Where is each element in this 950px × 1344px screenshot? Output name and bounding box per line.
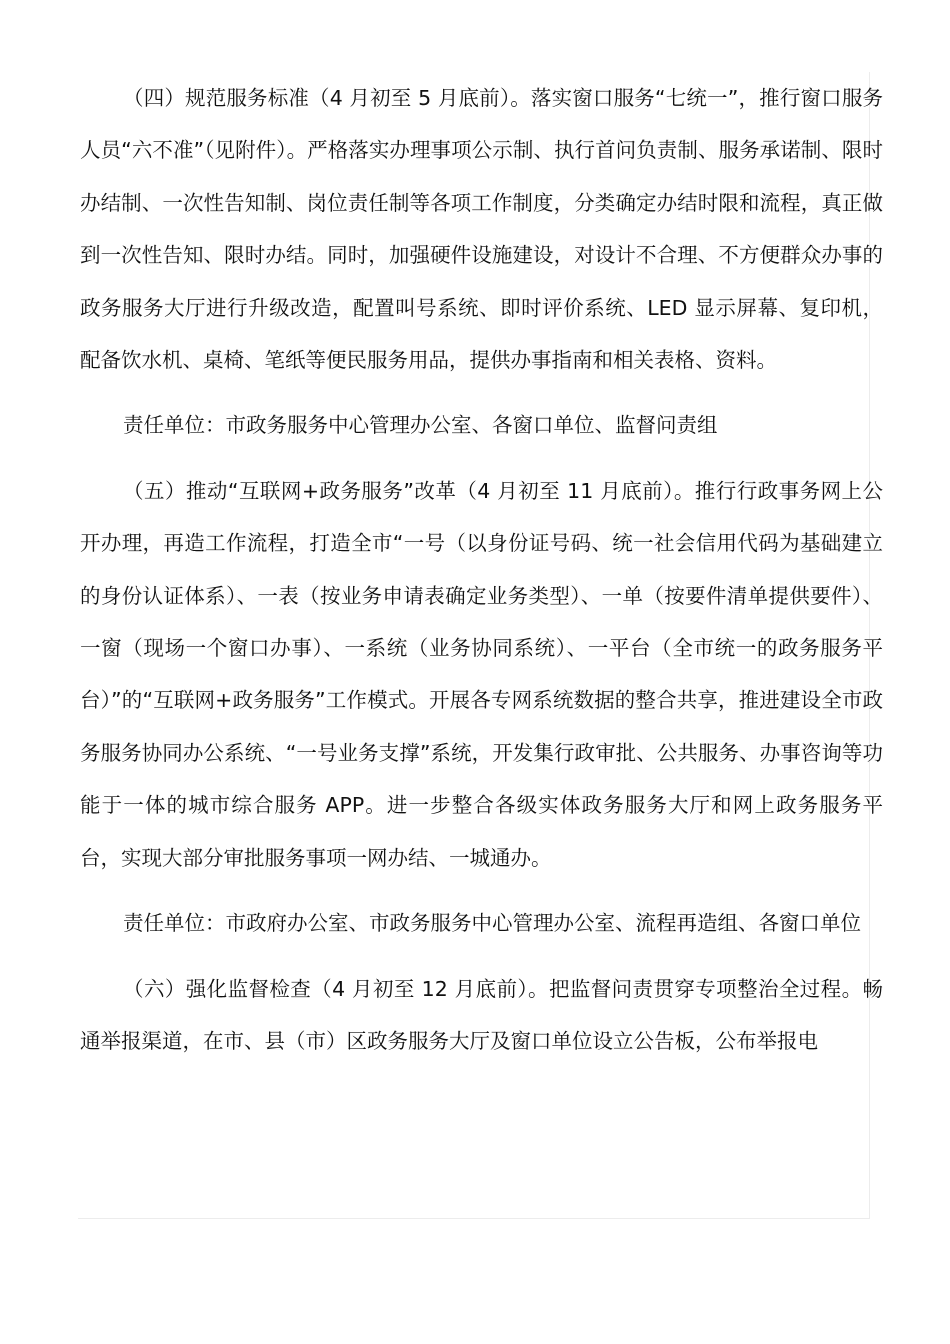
section-four-responsibility: 责任单位：市政务服务中心管理办公室、各窗口单位、监督问责组 xyxy=(123,413,718,438)
section-five-responsibility: 责任单位：市政府办公室、市政务服务中心管理办公室、流程再造组、各窗口单位 xyxy=(123,911,862,936)
section-five-paragraph: （五）推动“互联网+政务服务”改革（4 月初至 11 月底前）。推行行政事务网上公开办理，再造工作流程，打造全市“一号（以身份证号码、统一社会信用代码为基础建立的身份认证体系）、一表（按业务申请表确定业务类型）、一单（按要件清单提供要件）、一窗（现场一个窗口办事）、一系统（业务协同系统）、一平台（全市统一的政务服务平台）”的“互联网+政务服务”工作模式。开展各专网系统数据的整合共享，推进建设全市政务服务协同办公系统、“一号业务支撑”系统，开发集行政审批、公共服务、办事咨询等功能于一体的城市综合服务 APP。进一步整合各级实体政务服务大厅和网上政务服务平台，实现大部分审批服务事项一网办结、一城通办。 xyxy=(80,478,883,870)
document-body xyxy=(80,72,883,1080)
section-four-paragraph: （四）规范服务标准（4 月初至 5 月底前）。落实窗口服务“七统一”，推行窗口服务人员“六不准”（见附件）。严格落实办理事项公示制、执行首问负责制、服务承诺制、限时办结制、一次性告知制、岗位责任制等各项工作制度，分类确定办结时限和流程，真正做到一次性告知、限时办结。同时，加强硬件设施建设，对设计不合理、不方便群众办事的政务服务大厅进行升级改造，配置叫号系统、即时评价系统、LED 显示屏幕、复印机，配备饮水机、桌椅、笔纸等便民服务用品，提供办事指南和相关表格、资料。 xyxy=(80,86,883,373)
section-six-paragraph: （六）强化监督检查（4 月初至 12 月底前）。把监督问责贯穿专项整治全过程。畅通举报渠道，在市、县（市）区政务服务大厅及窗口单位设立公告板，公布举报电 xyxy=(80,976,883,1053)
